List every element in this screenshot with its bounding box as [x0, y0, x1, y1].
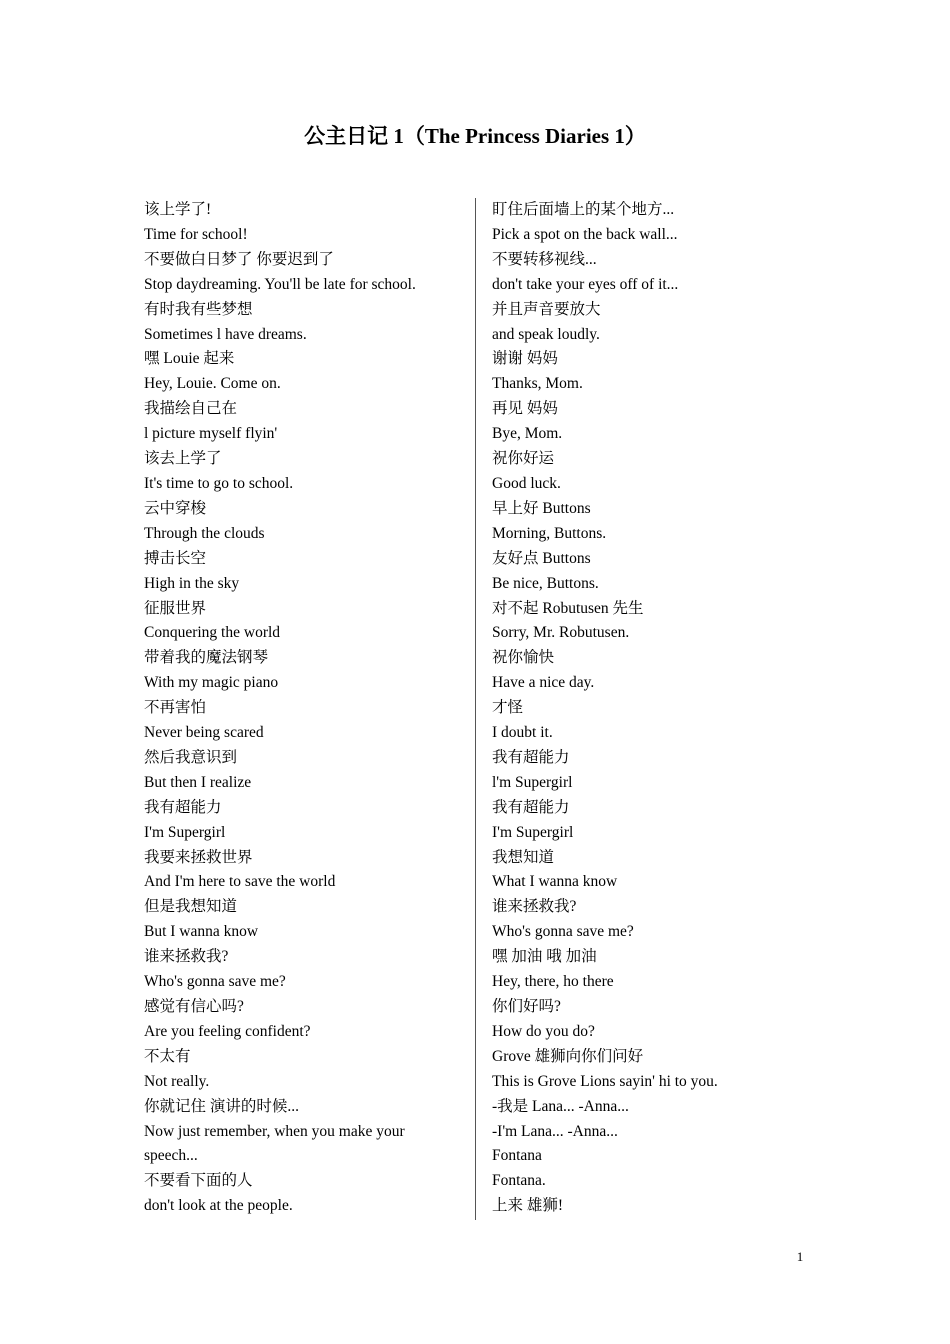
subtitle-line: 云中穿梭 [144, 499, 207, 517]
subtitle-line: -我是 Lana... -Anna... [492, 1097, 629, 1115]
subtitle-line: 早上好 Buttons [492, 499, 591, 517]
subtitle-line: This is Grove Lions sayin' hi to you. [492, 1072, 718, 1090]
subtitle-line: 我有超能力 [144, 798, 222, 816]
subtitle-line: Not really. [144, 1072, 210, 1090]
page-number: 1 [796, 1249, 804, 1264]
subtitle-line: Time for school! [144, 225, 248, 243]
subtitle-line: Who's gonna save me? [144, 973, 286, 991]
subtitle-line: With my magic piano [144, 674, 279, 692]
subtitle-line: Are you feeling confident? [144, 1022, 311, 1040]
subtitle-line: -I'm Lana... -Anna... [492, 1122, 618, 1140]
subtitle-line: Hey, there, ho there [492, 973, 614, 991]
subtitle-line: don't look at the people. [144, 1197, 293, 1215]
subtitle-line: 上来 雄狮! [492, 1197, 564, 1215]
subtitle-line: Who's gonna save me? [492, 923, 634, 941]
subtitle-line: 我想知道 [492, 848, 555, 866]
subtitle-line: Now just remember, when you make your speech... [144, 1122, 405, 1165]
subtitle-line: Sorry, Mr. Robutusen. [492, 624, 630, 642]
subtitle-line: 但是我想知道 [144, 898, 238, 916]
subtitle-line: How do you do? [492, 1022, 595, 1040]
subtitle-line: But then I realize [144, 773, 252, 791]
subtitle-line: What I wanna know [492, 873, 618, 891]
subtitle-line: Sometimes l have dreams. [144, 325, 307, 343]
subtitle-line: 盯住后面墙上的某个地方... [492, 201, 675, 218]
subtitle-line: 对不起 Robutusen 先生 [492, 599, 644, 617]
subtitle-line: 然后我意识到 [144, 748, 238, 766]
subtitle-line: Good luck. [492, 474, 561, 492]
subtitle-line: Have a nice day. [492, 674, 595, 692]
subtitle-line: 嘿 加油 哦 加油 [492, 948, 597, 966]
subtitle-line: 谢谢 妈妈 [492, 350, 558, 368]
subtitle-line: don't take your eyes off of it... [492, 275, 679, 293]
subtitle-line: 该去上学了 [144, 450, 222, 468]
subtitle-line: 并且声音要放大 [492, 300, 601, 318]
subtitle-line: 你就记住 演讲的时候... [144, 1097, 300, 1115]
subtitle-line: I'm Supergirl [492, 823, 574, 841]
subtitle-line: 搏击长空 [144, 549, 207, 567]
subtitle-line: 嘿 Louie 起来 [144, 350, 235, 368]
subtitle-line: 再见 妈妈 [492, 400, 558, 418]
subtitle-line: l'm Supergirl [492, 773, 573, 791]
subtitle-line: I'm Supergirl [144, 823, 226, 841]
subtitle-line: Morning, Buttons. [492, 524, 607, 542]
subtitle-line: I doubt it. [492, 724, 553, 742]
subtitle-line: Be nice, Buttons. [492, 574, 599, 592]
subtitle-line: 不要做白日梦了 你要迟到了 [144, 250, 334, 268]
subtitle-line: 祝你愉快 [492, 649, 555, 667]
subtitle-line: 不再害怕 [144, 699, 207, 717]
subtitle-line: 你们好吗? [492, 998, 561, 1015]
subtitle-line: But I wanna know [144, 923, 259, 941]
subtitle-line: 我要来拯救世界 [144, 848, 253, 866]
subtitle-line: Fontana. [492, 1172, 546, 1190]
subtitle-line: 才怪 [492, 699, 524, 717]
subtitle-line: 征服世界 [144, 599, 207, 617]
subtitle-line: 感觉有信心吗? [144, 998, 244, 1015]
subtitle-line: 我有超能力 [492, 798, 570, 816]
subtitle-line: 不要转移视线... [492, 250, 597, 268]
subtitle-line: 带着我的魔法钢琴 [144, 649, 269, 667]
subtitle-line: Grove 雄狮向你们问好 [492, 1047, 644, 1065]
subtitle-line: High in the sky [144, 574, 240, 592]
subtitle-line: Never being scared [144, 724, 264, 742]
left-column [144, 198, 456, 1219]
subtitle-line: Fontana [492, 1147, 542, 1165]
subtitle-line: Thanks, Mom. [492, 375, 583, 393]
subtitle-line: And I'm here to save the world [144, 873, 336, 891]
subtitle-line: Hey, Louie. Come on. [144, 375, 281, 393]
subtitle-line: 有时我有些梦想 [144, 300, 253, 318]
subtitle-line: Pick a spot on the back wall... [492, 225, 678, 243]
subtitle-line: l picture myself flyin' [144, 425, 278, 443]
subtitle-line: Through the clouds [144, 524, 265, 542]
subtitle-line: 该上学了! [144, 201, 212, 218]
subtitle-line: Stop daydreaming. You'll be late for school. [144, 275, 416, 293]
subtitle-line: 谁来拯救我? [492, 898, 577, 916]
right-column [492, 198, 822, 1219]
subtitle-line: 友好点 Buttons [492, 549, 591, 567]
column-divider [475, 198, 476, 1220]
subtitle-line: 不要看下面的人 [144, 1172, 253, 1190]
subtitle-line: 不太有 [144, 1047, 191, 1065]
subtitle-line: and speak loudly. [492, 325, 600, 343]
subtitle-line: It's time to go to school. [144, 474, 294, 492]
subtitle-line: 我描绘自己在 [144, 400, 238, 418]
subtitle-line: 我有超能力 [492, 748, 570, 766]
subtitle-line: 谁来拯救我? [144, 948, 229, 966]
subtitle-line: Conquering the world [144, 624, 281, 642]
subtitle-line: Bye, Mom. [492, 425, 563, 443]
subtitle-line: 祝你好运 [492, 450, 555, 468]
page-title: 公主日记 1（The Princess Diaries 1） [304, 124, 646, 148]
